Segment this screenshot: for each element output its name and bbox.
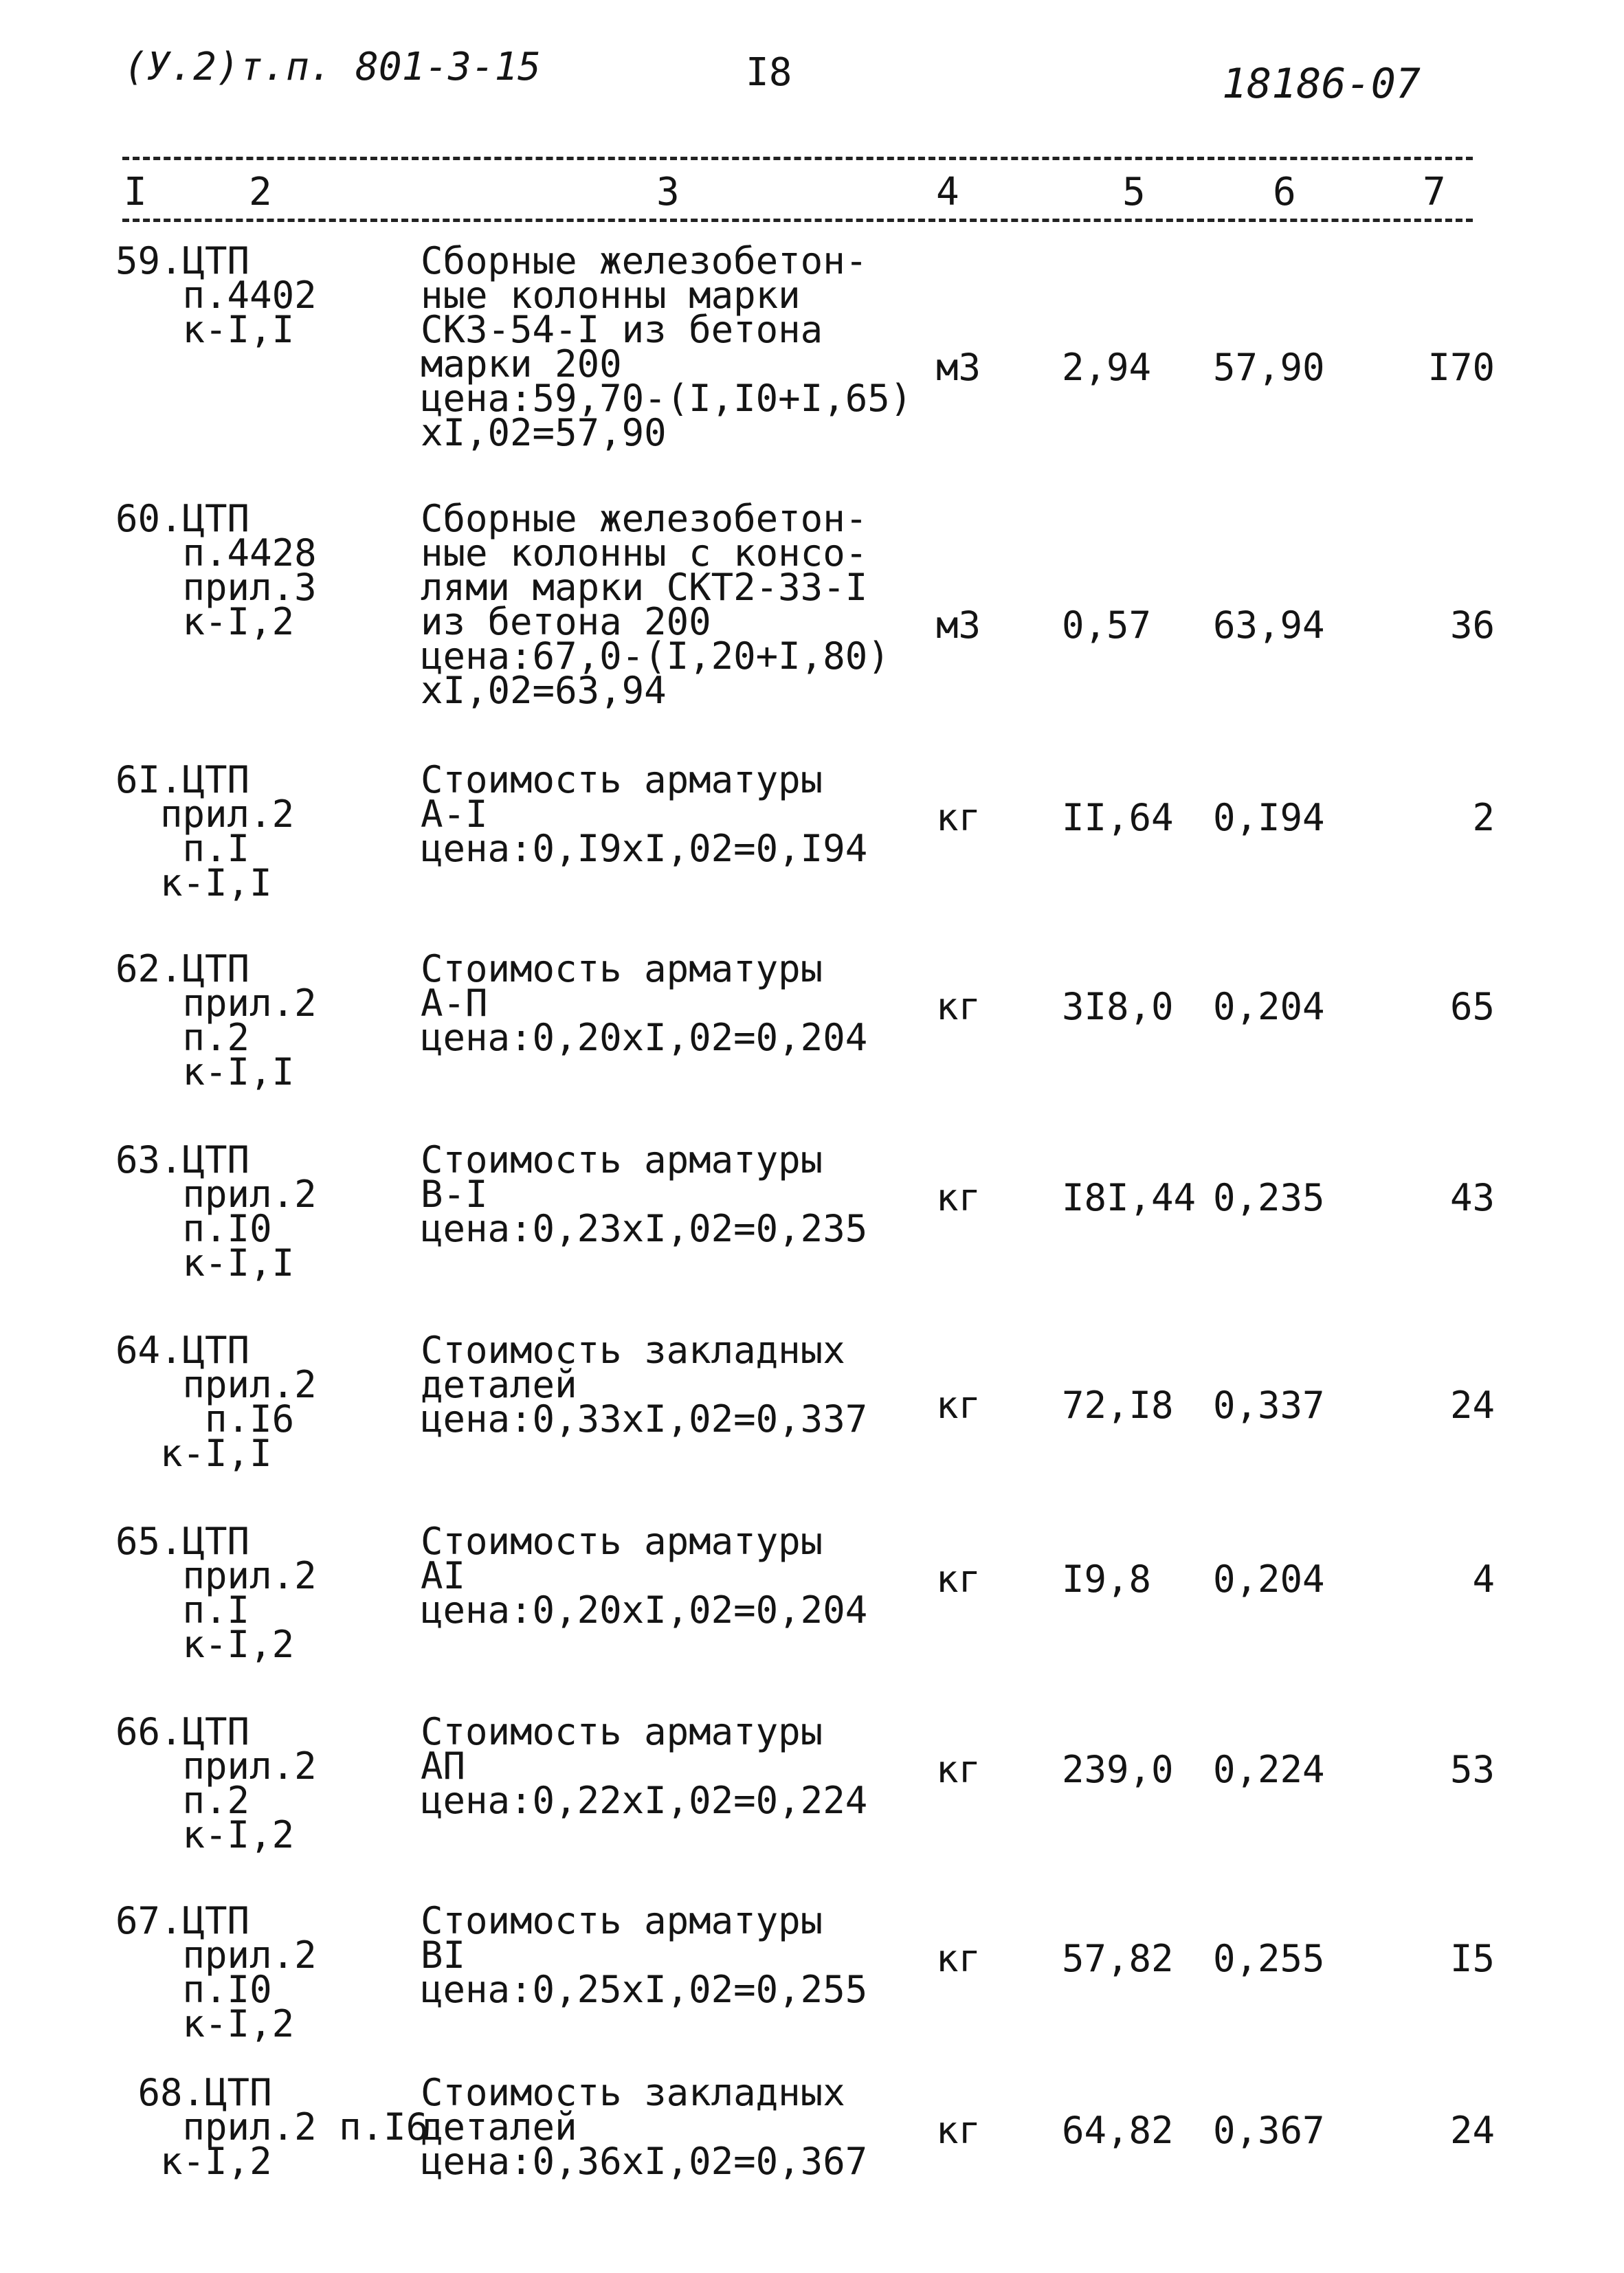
unit-cell: кг (936, 796, 981, 839)
description-cell-line: из бетона 200 (421, 600, 711, 643)
quantity-cell: 57,82 (1062, 1937, 1174, 1980)
unit-cell: м3 (936, 603, 981, 647)
inventory-number: 18186-07 (1222, 60, 1421, 108)
unit-price-cell: 0,224 (1213, 1748, 1325, 1791)
reference-cell-line: 64.ЦТП (115, 1329, 250, 1372)
reference-cell-line: к-I,2 (115, 1623, 295, 1666)
unit-price-cell: 0,204 (1213, 985, 1325, 1028)
dashed-rule-top (122, 157, 1473, 160)
reference-cell-line: к-I,2 (115, 2002, 295, 2045)
unit-price-cell: 0,337 (1213, 1384, 1325, 1427)
quantity-cell: 72,I8 (1062, 1384, 1174, 1427)
reference-cell-line: прил.2 п.I6 (115, 2105, 429, 2149)
description-cell-line: цена:0,25xI,02=0,255 (421, 1968, 868, 2011)
description-cell-line: лями марки СКТ2-33-I (421, 566, 868, 609)
reference-cell-line: 59.ЦТП (115, 239, 250, 282)
quantity-cell: I8I,44 (1062, 1176, 1197, 1219)
reference-cell (115, 1520, 317, 1666)
dashed-rule-bottom (122, 219, 1473, 222)
reference-cell-line: прил.2 (115, 1554, 317, 1597)
reference-cell-line: прил.2 (115, 1363, 317, 1406)
reference-cell-line: п.2 (115, 1779, 250, 1822)
total-cell: 24 (1449, 1384, 1495, 1427)
quantity-cell: 239,0 (1062, 1748, 1174, 1791)
description-cell-line: СКЗ-54-I из бетона (421, 308, 823, 351)
unit-price-cell: 0,235 (1213, 1176, 1325, 1219)
description-cell-line: Стоимость арматуры (421, 758, 823, 801)
reference-cell-line: прил.2 (115, 1744, 317, 1788)
unit-cell: кг (936, 1557, 981, 1601)
description-cell-line: ВI (421, 1933, 466, 1977)
quantity-cell: II,64 (1062, 796, 1174, 839)
column-number-4: 4 (936, 170, 959, 214)
quantity-cell: 3I8,0 (1062, 985, 1174, 1028)
description-cell-line: деталей (421, 2105, 577, 2149)
description-cell (421, 1329, 868, 1441)
description-cell (421, 2071, 868, 2183)
unit-cell: кг (936, 1384, 981, 1427)
reference-cell-line: п.2 (115, 1016, 250, 1059)
description-cell-line: Стоимость закладных (421, 1329, 845, 1372)
reference-cell-line: п.4428 (115, 531, 317, 575)
reference-cell-line: п.I0 (115, 1968, 272, 2011)
reference-cell-line: прил.2 (115, 792, 295, 836)
description-cell-line: цена:0,33xI,02=0,337 (421, 1397, 868, 1441)
total-cell: 65 (1449, 985, 1495, 1028)
document-code: (У.2)т.п. 801-3-15 (124, 45, 541, 89)
description-cell-line: А-П (421, 982, 488, 1025)
reference-cell-line: 68.ЦТП (115, 2071, 272, 2114)
reference-cell-line: прил.2 (115, 1173, 317, 1216)
reference-cell-line: 67.ЦТП (115, 1899, 250, 1942)
reference-cell-line: прил.2 (115, 1933, 317, 1977)
reference-cell (115, 1138, 317, 1285)
column-number-7: 7 (1423, 170, 1446, 214)
reference-cell-line: к-I,2 (115, 1813, 295, 1856)
description-cell-line: Стоимость арматуры (421, 1710, 823, 1753)
unit-cell: м3 (936, 346, 981, 389)
total-cell: 53 (1449, 1748, 1495, 1791)
column-number-1: I (124, 170, 147, 214)
reference-cell-line: п.I (115, 827, 250, 870)
reference-cell (115, 947, 317, 1094)
description-cell-line: Стоимость арматуры (421, 1899, 823, 1942)
description-cell-line: В-I (421, 1173, 488, 1216)
description-cell-line: цена:59,70-(I,I0+I,65) (421, 377, 913, 420)
reference-cell (115, 1329, 317, 1475)
reference-cell-line: прил.2 (115, 982, 317, 1025)
description-cell-line: цена:0,20xI,02=0,204 (421, 1588, 868, 1632)
reference-cell-line: п.4402 (115, 274, 317, 317)
total-cell: 43 (1449, 1176, 1495, 1219)
reference-cell-line: к-I,I (115, 308, 295, 351)
description-cell-line: деталей (421, 1363, 577, 1406)
reference-cell-line: к-I,2 (115, 2140, 272, 2183)
total-cell: I5 (1449, 1937, 1495, 1980)
total-cell: 2 (1472, 796, 1495, 839)
reference-cell-line: к-I,I (115, 1050, 295, 1094)
reference-cell-line: к-I,2 (115, 600, 295, 643)
total-cell: 36 (1449, 603, 1495, 647)
column-number-5: 5 (1122, 170, 1146, 214)
reference-cell-line: прил.3 (115, 566, 317, 609)
description-cell-line: Стоимость закладных (421, 2071, 845, 2114)
description-cell-line: ные колонны марки (421, 274, 801, 317)
description-cell (421, 497, 890, 712)
unit-price-cell: 0,I94 (1213, 796, 1325, 839)
description-cell-line: Стоимость арматуры (421, 947, 823, 990)
reference-cell (115, 2071, 429, 2183)
reference-cell-line: 62.ЦТП (115, 947, 250, 990)
reference-cell-line: п.I0 (115, 1207, 272, 1250)
reference-cell (115, 758, 295, 905)
quantity-cell: 0,57 (1062, 603, 1152, 647)
unit-price-cell: 0,367 (1213, 2109, 1325, 2152)
description-cell (421, 1138, 868, 1250)
description-cell (421, 1520, 868, 1632)
reference-cell (115, 1899, 317, 2045)
unit-price-cell: 0,204 (1213, 1557, 1325, 1601)
reference-cell-line: п.I (115, 1588, 250, 1632)
description-cell-line: цена:0,36xI,02=0,367 (421, 2140, 868, 2183)
unit-cell: кг (936, 1176, 981, 1219)
description-cell-line: А-I (421, 792, 488, 836)
description-cell-line: цена:0,I9xI,02=0,I94 (421, 827, 868, 870)
description-cell (421, 1899, 868, 2011)
description-cell-line: ные колонны с консо- (421, 531, 868, 575)
description-cell-line: цена:67,0-(I,20+I,80) (421, 634, 890, 678)
unit-cell: кг (936, 2109, 981, 2152)
description-cell-line: марки 200 (421, 342, 622, 386)
reference-cell-line: 65.ЦТП (115, 1520, 250, 1563)
unit-price-cell: 63,94 (1213, 603, 1325, 647)
description-cell (421, 758, 868, 870)
quantity-cell: 64,82 (1062, 2109, 1174, 2152)
description-cell-line: цена:0,23xI,02=0,235 (421, 1207, 868, 1250)
reference-cell-line: п.I6 (115, 1397, 295, 1441)
description-cell (421, 947, 868, 1059)
reference-cell-line: к-I,I (115, 1241, 295, 1285)
description-cell-line: цена:0,22xI,02=0,224 (421, 1779, 868, 1822)
unit-price-cell: 57,90 (1213, 346, 1325, 389)
quantity-cell: 2,94 (1062, 346, 1152, 389)
description-cell-line: АI (421, 1554, 466, 1597)
reference-cell-line: 6I.ЦТП (115, 758, 250, 801)
column-number-6: 6 (1273, 170, 1296, 214)
description-cell-line: Стоимость арматуры (421, 1138, 823, 1182)
description-cell-line: Стоимость арматуры (421, 1520, 823, 1563)
reference-cell-line: 63.ЦТП (115, 1138, 250, 1182)
quantity-cell: I9,8 (1062, 1557, 1152, 1601)
description-cell-line: АП (421, 1744, 466, 1788)
reference-cell-line: к-I,I (115, 1432, 272, 1475)
column-number-2: 2 (249, 170, 272, 214)
reference-cell (115, 239, 317, 351)
total-cell: I70 (1427, 346, 1495, 389)
column-number-3: 3 (656, 170, 680, 214)
description-cell-line: Сборные железобетон- (421, 239, 868, 282)
unit-price-cell: 0,255 (1213, 1937, 1325, 1980)
total-cell: 4 (1472, 1557, 1495, 1601)
description-cell-line: xI,02=57,90 (421, 411, 667, 454)
description-cell-line: xI,02=63,94 (421, 669, 667, 712)
description-cell (421, 239, 913, 454)
reference-cell-line: к-I,I (115, 861, 272, 905)
reference-cell (115, 1710, 317, 1856)
description-cell-line: цена:0,20xI,02=0,204 (421, 1016, 868, 1059)
total-cell: 24 (1449, 2109, 1495, 2152)
page-number: I8 (746, 50, 792, 95)
unit-cell: кг (936, 1937, 981, 1980)
unit-cell: кг (936, 1748, 981, 1791)
unit-cell: кг (936, 985, 981, 1028)
reference-cell-line: 60.ЦТП (115, 497, 250, 540)
description-cell (421, 1710, 868, 1822)
reference-cell (115, 497, 317, 643)
description-cell-line: Сборные железобетон- (421, 497, 868, 540)
reference-cell-line: 66.ЦТП (115, 1710, 250, 1753)
